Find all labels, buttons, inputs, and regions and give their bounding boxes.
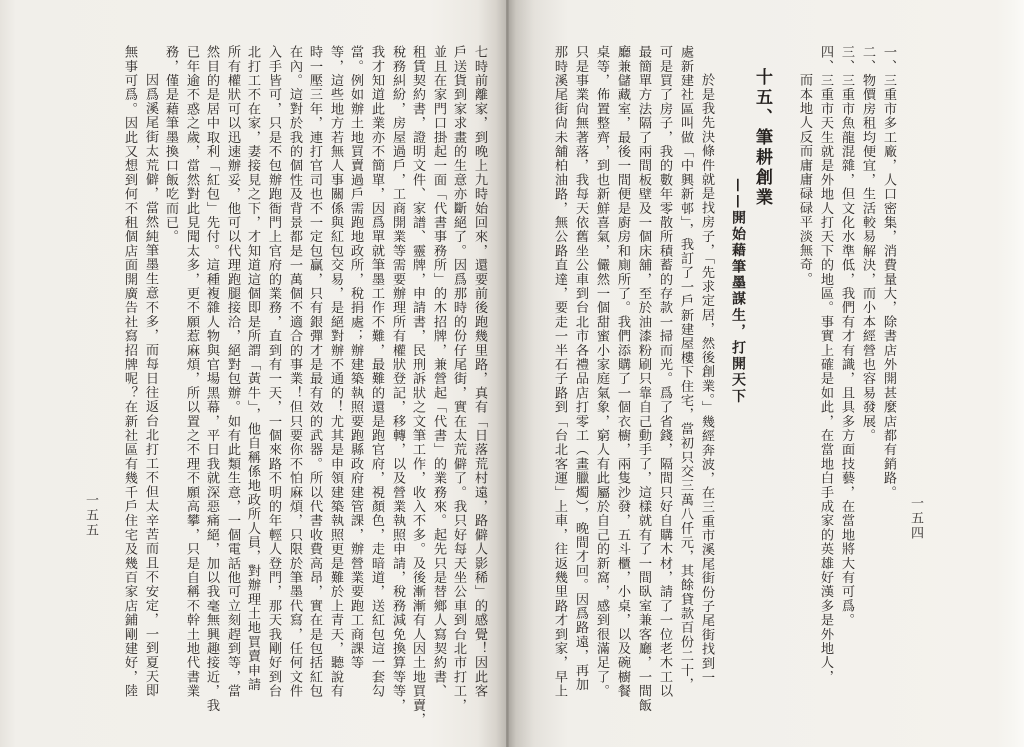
text-column: 處新建社區叫做「中興新邨」，我訂了一戶新建屋樓下住宅，當初只交三萬八仟元，其餘貸款百份二十， [678,45,693,692]
text-column: 北打工不在家，妻接見之下，才知道這個即是所謂「黃牛」，他自稱係地政所人員，對辦理土地買賣申請 [245,45,260,692]
text-column: 無事可爲。因此又想到何不租個店面開廣告社寫招牌呢？在新社區有幾千戶住宅及幾百家店鋪剛建好，陸 [122,45,137,699]
text-column: 租賃契約書，證明文件、家譜、靈牌，申請書，民刑訴狀之文筆工作，收入不多。及後漸漸有人因土地買賣， [410,45,425,727]
text-column: 所有權狀可以迅速辦妥，他可以代理跑腿接洽，絕對包辦。如有此類生意，一個電話他可立刻趕到等，當 [225,45,240,699]
text-column: 等，這些地方若無人事關係與紅包交易，是絕對辦不通的！尤其是申領建築執照更是難於上青天，聽說有 [328,45,343,699]
list-item-column: 四、三重市天生就是外地人打天下的地區。事實上確是如此，在當地白手成家的英雄好漢多是外地人， [818,45,833,684]
text-column: 最簡單方法隔了兩間板壁及一個床舖，至於油漆粉刷只靠自己動手了，這樣就有了一間臥室兼客廳，一間飯 [636,45,651,713]
page-number: 一五五 [83,493,98,538]
text-column: 然目的是居中取利「紅包」先付。這種複雜人物與官場黑幕，平日我就深惡痛絕，加以我毫無興趣接近，我 [204,45,219,713]
text-column: 並且在家門口掛起一面「代書事務所」的木招牌，兼營起「代書」的業務來。起先只是替鄉人寫契約書、 [431,45,446,699]
text-column: 於是我先決條件就是找房子，「先求定居，然後創業。」幾經奔波，在三重市溪尾街份子尾街找到一 [699,73,714,685]
page-number: 一五四 [908,496,923,541]
section-subtitle: ——開始藉筆墨謀生，打開天下 [730,178,746,405]
text-column: 七時前離家，到晚上九時始回來，還要前後跑幾里路，真有「日落荒村遠，路僻人影稀」的感覺！因此客 [472,45,487,699]
list-item-column: 而本地人反而庸庸碌碌平淡無奇。 [797,73,812,286]
list-item-column: 三、三重市魚龍混雜，但文化水準低，我們有才有識，且具多方面技藝，在當地將大有可爲。 [839,45,854,628]
text-column: 因爲溪尾街太荒僻，當然純筆墨生意不多，而每日往返台北打工不但太辛苦而且不安定，一到夏天即 [143,73,158,698]
text-column: 可是買了房子，我的數年零散所積蓄的存款一掃而光。爲了省錢，隔間只好自購木材，請了一位老木工以 [657,45,672,699]
text-column: 那時溪尾街尙未舖柏油路，無公路直達，要走一半石子路到「台北客運」上車，往返幾里路才到家，早上 [552,45,567,699]
text-column: 廳兼儲藏室，最後一間便是廚房和廁所了。我們添購了一個衣櫥，兩隻沙發，五斗櫃，小桌，以及碗櫥餐 [615,45,630,699]
text-column: 我才知道此業亦不簡單，因爲單就筆墨工作不難，最難的還是跑官府，視顏色，走暗道，送紅包這一套勾 [369,45,384,699]
list-item-column: 一、三重市多工廠，人口密集，消費量大，除書店外開甚麼店都有銷路。 [881,45,896,500]
spine-gutter [506,0,509,747]
text-column: 戶送貨到家求畫的生意亦斷絕了。因爲那時的份仔尾街，實在太荒僻了。我只好每天坐公車到台北市打工， [451,45,466,713]
page-left [0,0,508,747]
text-column: 已年逾不惑之歲，當然對此見聞太多，更不願惹麻煩，所以置之不理不願高攀，只是自稱不幹土地代書業 [184,45,199,699]
text-column: 當。例如辦土地買賣過戶需跑地政所，稅捐處；辦建築執照要跑縣政府建管課，辦營業要跑工商課等 [348,45,363,670]
text-column: 只是事業尙無著落，我每天依舊坐公車到台北市各禮品店打零工（畫臘燭），晚間才回。因爲路遠，再加 [573,45,588,692]
text-column: 桌等，佈置整齊，到也新鮮喜氣，儼然一個甜蜜小家庭氣象，窮人有此屬於自己的新窩，感到很滿足了。 [594,45,609,699]
text-column: 務，僅是藉筆墨換口飯吃而已。 [163,45,178,244]
text-column: 稅務糾紛，房屋過戶，工商開業等需要辦理所有權狀登記，移轉，以及營業執照申請，稅務減免換算等等， [390,45,405,713]
text-column: 在內。這對於我的個性及背景都是一萬個不適合的事業！但只要你不怕麻煩，只限於筆墨代寫，任何文件 [287,45,302,699]
text-column: 時一壓三年，連打官司也不一定包贏，只有銀彈才是最有效的武器。所以代書收費高昂，實在是包括紅包 [307,45,322,699]
section-title: 十五、筆耕創業 [752,68,772,208]
text-column: 入手皆可，只是不包辦跑衙門上官府的業務，直到有一天，一個來路不明的年輕人登門，那天我剛好到台 [266,45,281,699]
page-right [508,0,1024,747]
list-item-column: 二、物價房租均便宜，生活較易解決，而小本經營也容易發展。 [860,45,875,443]
